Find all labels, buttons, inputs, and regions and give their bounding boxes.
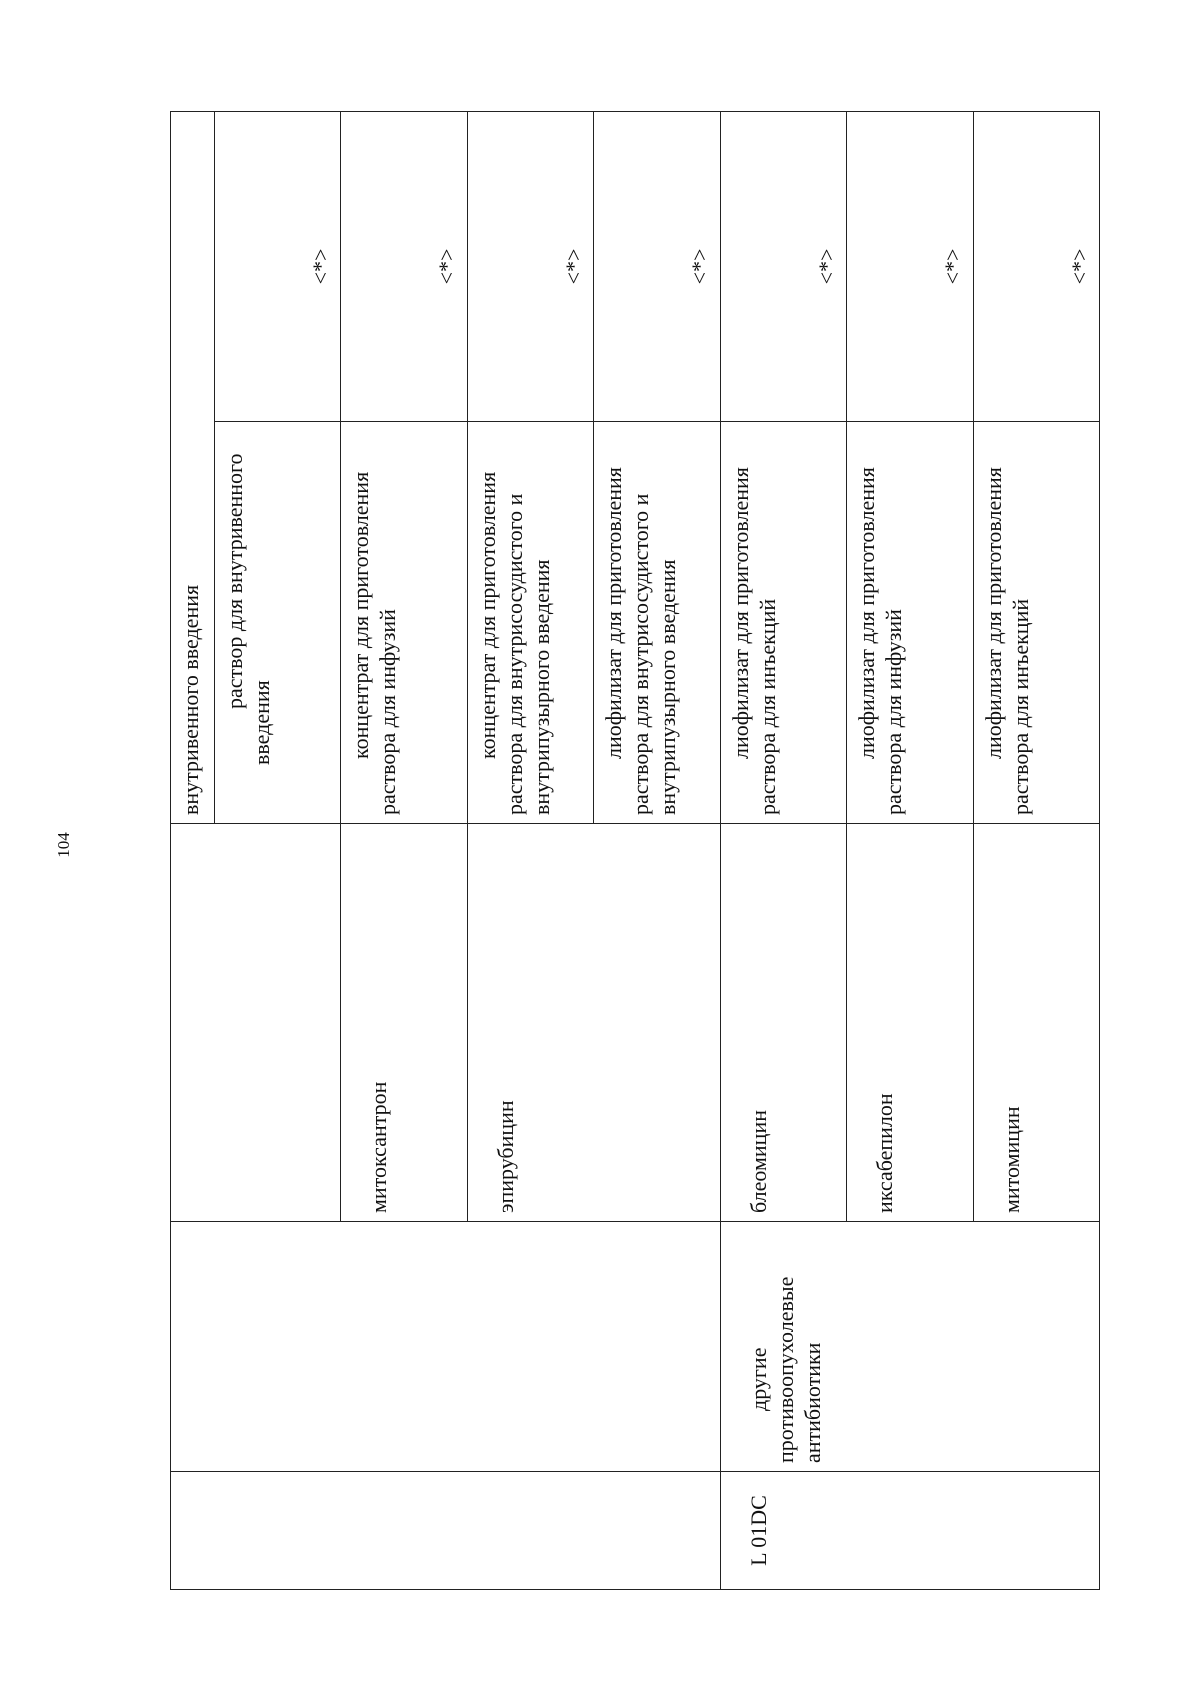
form-cell bbox=[215, 422, 341, 824]
group-cell bbox=[720, 1222, 1099, 1472]
inn-cell: иксабепилон bbox=[847, 824, 973, 1222]
table-container bbox=[170, 112, 1100, 1590]
group-cell bbox=[171, 1222, 721, 1472]
form-cell bbox=[341, 422, 467, 824]
note-cell: <*> bbox=[973, 111, 1099, 421]
note-cell: <*> bbox=[467, 111, 593, 421]
note-cell: <*> bbox=[341, 111, 467, 421]
form-cell bbox=[467, 422, 593, 824]
page-number: 104 bbox=[54, 832, 73, 858]
table-row bbox=[171, 111, 215, 1589]
table-row bbox=[720, 111, 846, 1589]
form-text: лиофилизат для приготовления раствора для инфузий bbox=[854, 467, 907, 815]
note-cell: <*> bbox=[847, 111, 973, 421]
form-cell-continuation: внутривенного введения bbox=[171, 111, 215, 823]
form-text: лиофилизат для приготовления раствора для внутрисосудистого и внутрипузырного введения bbox=[601, 467, 681, 815]
form-cell bbox=[847, 422, 973, 824]
atc-code-cell bbox=[171, 1472, 721, 1590]
form-cell bbox=[720, 422, 846, 824]
form-cell bbox=[973, 422, 1099, 824]
form-text: лиофилизат для приготовления раствора для инъекций bbox=[980, 467, 1033, 815]
atc-code: L 01DC bbox=[745, 1495, 771, 1566]
form-text: лиофилизат для приготовления раствора для инъекций bbox=[727, 467, 780, 815]
atc-code-cell bbox=[720, 1472, 1099, 1590]
group-name: другие противоопухолевые антибиотики bbox=[745, 1276, 825, 1463]
form-text: концентрат для приготовления раствора для инфузий bbox=[348, 471, 401, 815]
form-cell bbox=[594, 422, 720, 824]
inn-cell: блеомицин bbox=[720, 824, 846, 1222]
drug-table bbox=[170, 111, 1100, 1590]
inn-cell: эпирубицин bbox=[467, 824, 720, 1222]
note-cell: <*> bbox=[215, 111, 341, 421]
inn-cell bbox=[171, 824, 341, 1222]
inn-cell: митомицин bbox=[973, 824, 1099, 1222]
inn-cell: митоксантрон bbox=[341, 824, 467, 1222]
form-text: концентрат для приготовления раствора для внутрисосудистого и внутрипузырного введения bbox=[474, 471, 554, 815]
note-cell: <*> bbox=[720, 111, 846, 421]
note-cell: <*> bbox=[594, 111, 720, 421]
form-text: раствор для внутривенного введения bbox=[222, 453, 274, 765]
